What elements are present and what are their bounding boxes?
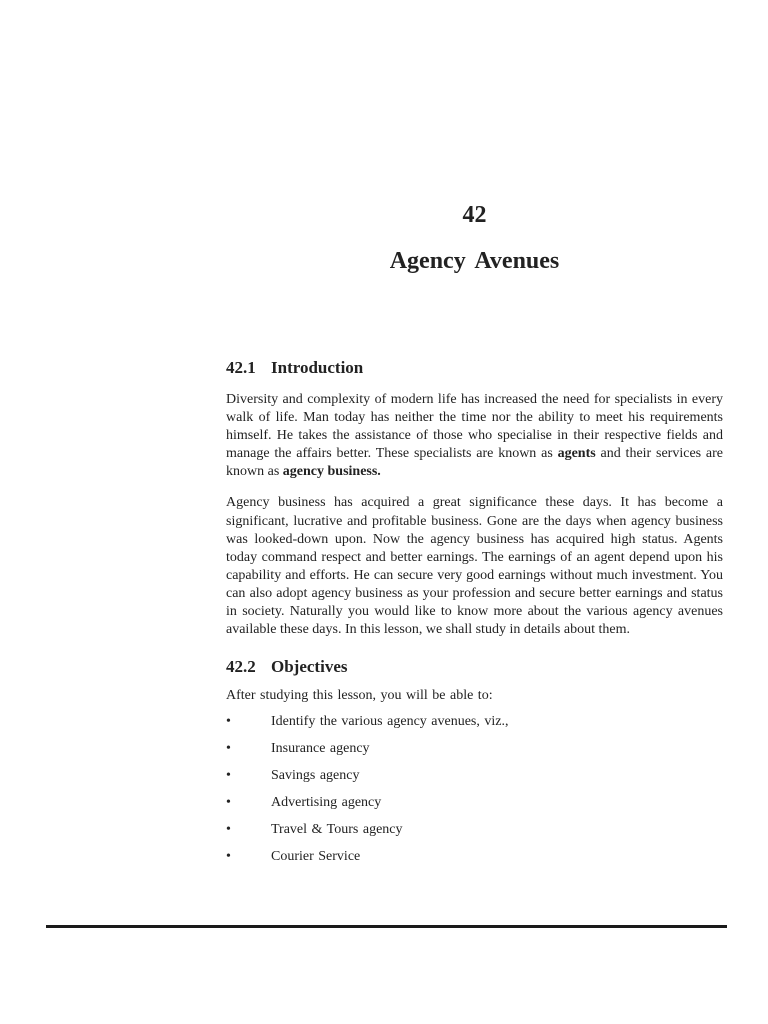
list-item [226, 821, 723, 848]
section-number: 42.1 [226, 358, 256, 377]
bullet-icon: • [226, 714, 231, 730]
list-item-text: Travel & Tours agency [271, 822, 403, 838]
page-content [226, 355, 723, 875]
list-item [226, 794, 723, 821]
bullet-icon: • [226, 795, 231, 811]
term-agents: agents [557, 446, 596, 462]
intro-paragraph-1 [226, 391, 723, 481]
footer-divider [46, 925, 727, 928]
intro-paragraph-2: Agency business has acquired a great significance these days. It has become a significant, lucrative and profitable business. Gone are the days when agency business was looked-down upon. Now the agency business has acquired high status. Agents today command respect and better earnings. The earnings of an agent depend upon his capability and efforts. He can secure very good earnings without much investment. You can also adopt agency business as your profession and secure better earnings and status in society. Naturally you would like to know more about the various agency avenues available these days. In this lesson, we shall study in details about them. [226, 495, 723, 638]
bullet-icon: • [226, 849, 231, 865]
list-item-text: Insurance agency [271, 741, 370, 757]
section-title: Introduction [271, 358, 364, 377]
list-item [226, 713, 723, 740]
bullet-icon: • [226, 822, 231, 838]
list-item-text: Advertising agency [271, 795, 382, 811]
chapter-number: 42 [462, 202, 487, 228]
bullet-icon: • [226, 768, 231, 784]
list-item [226, 848, 723, 875]
list-item-text: Courier Service [271, 849, 361, 865]
list-item-text: Savings agency [271, 768, 360, 784]
chapter-title: Agency Avenues [389, 248, 560, 274]
list-item-text: Identify the various agency avenues, viz., [271, 714, 509, 730]
section-heading-objectives [226, 654, 723, 680]
term-agency-business: agency business. [282, 464, 381, 480]
section-number: 42.2 [226, 657, 256, 677]
list-item [226, 767, 723, 794]
section-title: Objectives [271, 657, 348, 677]
objectives-lead: After studying this lesson, you will be able to: [226, 688, 493, 704]
objectives-list [226, 713, 723, 875]
list-item [226, 740, 723, 767]
section-heading-introduction [226, 355, 723, 381]
para1-text-middle: and their services are known as [226, 446, 723, 480]
para1-text: Diversity and complexity of modern life has increased the need for specialists in every walk of life. Man today has neither the time nor the ability to meet his requirements himself. He takes the assistance of those who specialise in their respective fields and manage the affairs better. These specialists are known as [226, 392, 723, 462]
bullet-icon: • [226, 741, 231, 757]
